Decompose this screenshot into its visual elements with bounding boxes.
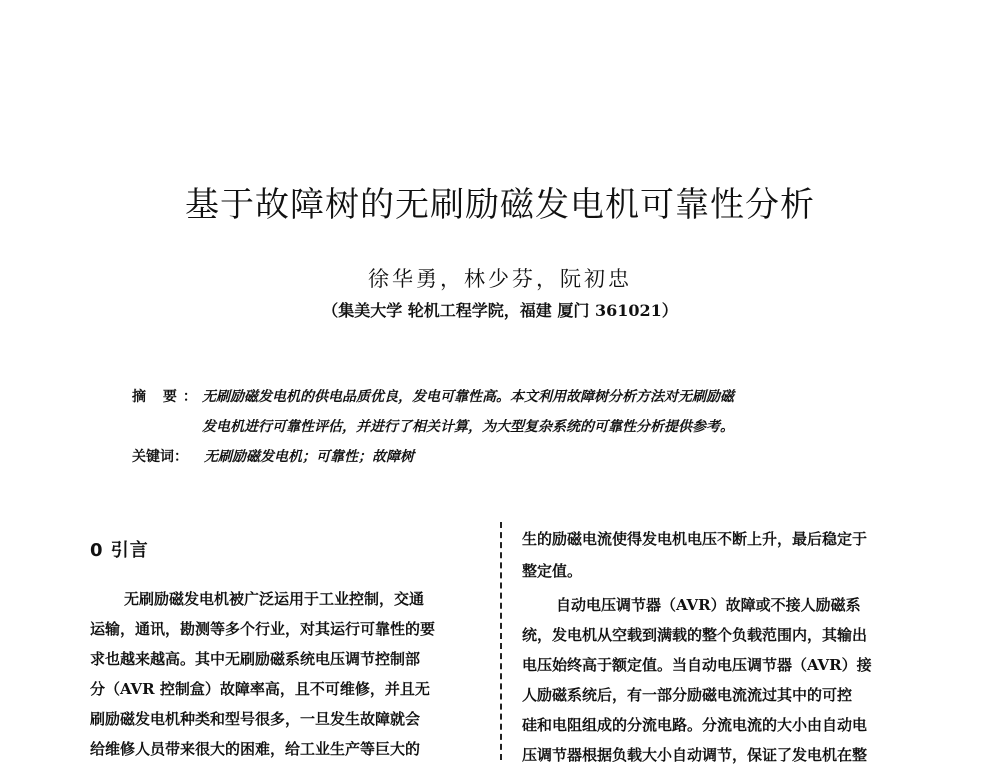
author-affiliation: （集美大学 轮机工程学院，福建 厦门 361021） [322,301,678,320]
body-line: 人励磁系统后，有一部分励磁电流流过其中的可控 [522,686,853,704]
body-line: 刷励磁发电机种类和型号很多，一旦发生故障就会 [90,710,421,728]
keywords-label: 关键词： [132,449,188,465]
body-line: 运输，通讯，勘测等多个行业，对其运行可靠性的要 [90,620,436,638]
body-line: 分（AVR 控制盒）故障率高，且不可维修，并且无 [90,680,430,698]
abstract-text-line-1: 无刷励磁发电机的供电品质优良，发电可靠性高。本文利用故障树分析方法对无刷励磁 [202,389,734,405]
body-line: 统，发电机从空载到满载的整个负载范围内，其输出 [522,626,868,644]
body-line: 生的励磁电流使得发电机电压不断上升，最后稳定于 [522,530,868,548]
body-line: 硅和电阻组成的分流电路。分流电流的大小由自动电 [522,716,868,734]
body-line: 电压始终高于额定值。当自动电压调节器（AVR）接 [522,656,872,674]
paper-title: 基于故障树的无刷励磁发电机可靠性分析 [185,185,815,225]
body-line: 压调节器根据负载大小自动调节，保证了发电机在整 [522,746,868,764]
column-divider [500,522,502,760]
author-list: 徐华勇，林少芬，阮初忠 [368,267,632,291]
section-heading-introduction: 0 引言 [90,540,149,561]
abstract-label: 摘 要： [132,389,203,405]
body-line: 自动电压调节器（AVR）故障或不接人励磁系 [556,596,861,614]
keywords-text: 无刷励磁发电机；可靠性；故障树 [204,449,414,465]
abstract-text-line-2: 发电机进行可靠性评估，并进行了相关计算，为大型复杂系统的可靠性分析提供参考。 [202,419,734,435]
body-line: 整定值。 [522,562,583,580]
body-line: 求也越来越高。其中无刷励磁系统电压调节控制部 [90,650,421,668]
body-line: 给维修人员带来很大的困难，给工业生产等巨大的 [90,740,421,758]
body-line: 无刷励磁发电机被广泛运用于工业控制，交通 [124,590,425,608]
